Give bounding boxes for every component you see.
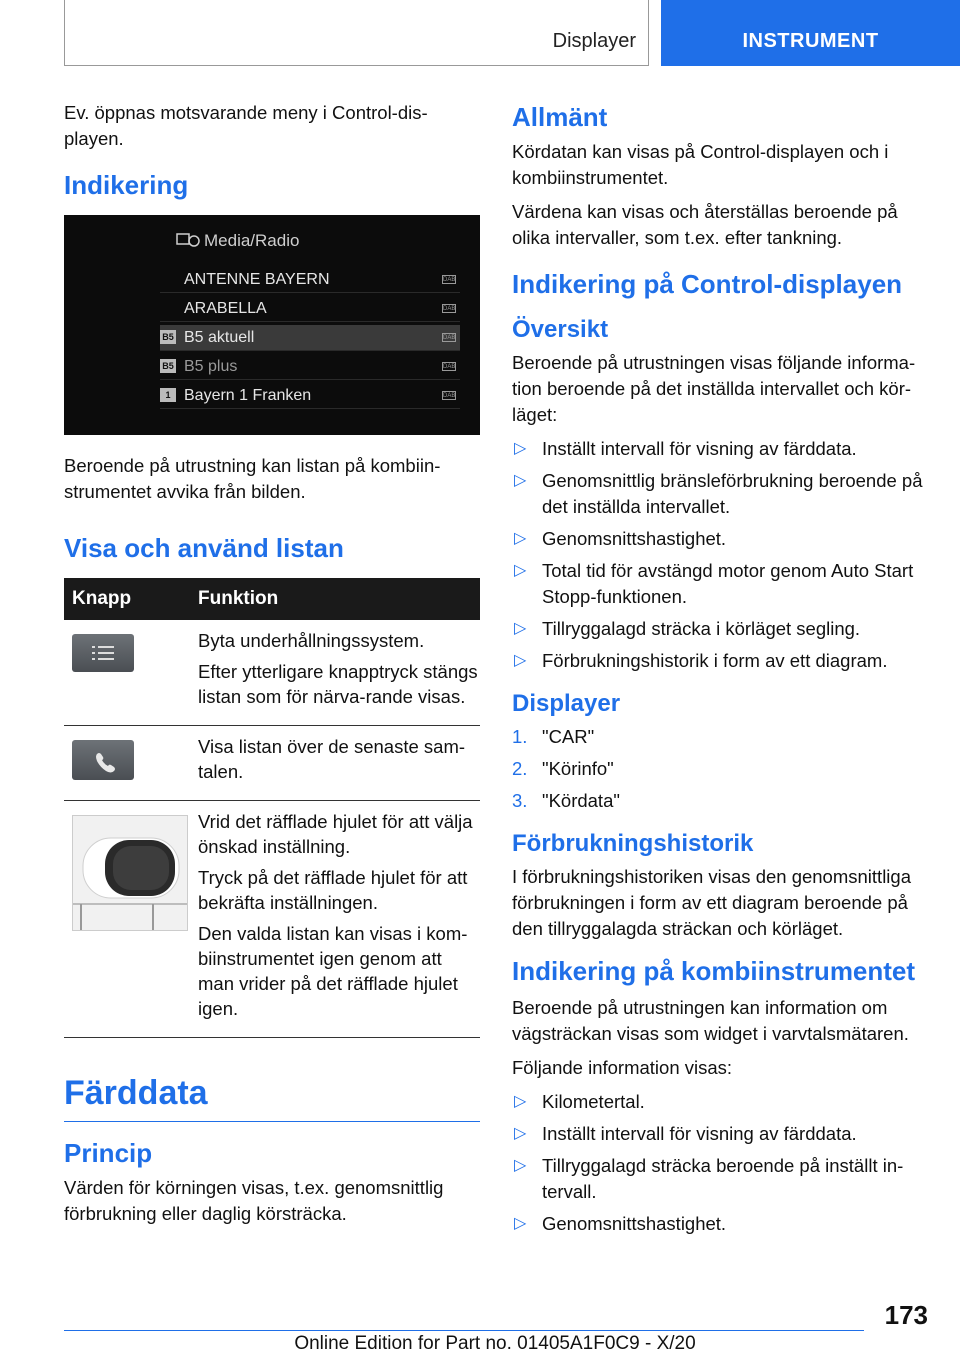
- list-item: [512, 1089, 928, 1115]
- princip-text: Värden för körningen visas, t.ex. genomsnittlig förbrukning eller daglig körsträcka.: [64, 1177, 444, 1224]
- list-item-text: Total tid för avstängd motor genom Auto Start Stopp-funktionen.: [542, 560, 914, 607]
- list-item: [512, 648, 928, 674]
- heading-visa-och-anvand: Visa och använd listan: [64, 533, 344, 563]
- item-text: "CAR": [542, 726, 595, 747]
- list-item-text: Inställt intervall för visning av färddata.: [542, 1123, 857, 1144]
- allmant-text-1: Kördatan kan visas på Control-displayen och i kombiinstrumentet.: [512, 141, 889, 188]
- list-item-text: Kilometertal.: [542, 1091, 645, 1112]
- list-item-text: Tillryggalagd sträcka i körläget segling.: [542, 618, 861, 639]
- item-number: 1.: [512, 726, 528, 747]
- displayer-list: [512, 724, 928, 814]
- heading-princip: Princip: [64, 1138, 153, 1168]
- screen-list-item-label: B5 aktuell: [184, 329, 255, 346]
- triangle-bullet-icon: ▷: [514, 472, 527, 489]
- dab-icon: DAB: [443, 393, 456, 399]
- screen-list-item-label: ANTENNE BAYERN: [184, 271, 330, 288]
- list-item-text: Förbrukningshistorik i form av ett diagram.: [542, 650, 888, 671]
- list-icon: [72, 634, 134, 672]
- row1-text-1: Byta underhållningssystem.: [198, 630, 425, 651]
- intro-text: Ev. öppnas motsvarande meny i Control-dis-playen.: [64, 102, 428, 149]
- table-row: [64, 726, 480, 801]
- footer-edition: Online Edition for Part no. 01405A1F0C9 - X/20: [294, 1333, 696, 1354]
- list-item-text: Genomsnittshastighet.: [542, 528, 727, 549]
- screen-list-item-label: Bayern 1 Franken: [184, 387, 312, 404]
- controller-knob-icon: [73, 816, 188, 931]
- numbered-item: [512, 756, 928, 782]
- right-column: [512, 100, 928, 1243]
- page-header: [64, 0, 960, 66]
- screen-list-item[interactable]: [160, 354, 460, 380]
- triangle-bullet-icon: ▷: [514, 652, 527, 669]
- controller-knob-image: [72, 815, 188, 931]
- list-item: [512, 1153, 928, 1205]
- heading-indikering: Indikering: [64, 170, 189, 200]
- screen-list-item[interactable]: [160, 325, 460, 351]
- kombi-text-1: Beroende på utrustningen kan information om vägsträckan visas som widget i varvtalsmätaren.: [512, 997, 909, 1044]
- button-function-table: [64, 578, 480, 1038]
- screen-list-item[interactable]: [160, 267, 460, 293]
- screen-list-item[interactable]: [160, 383, 460, 409]
- menu-list-button[interactable]: [72, 634, 134, 672]
- station-logo-icon: B5: [160, 330, 176, 344]
- numbered-item: [512, 788, 928, 814]
- footer-rule: [64, 1330, 864, 1331]
- list-item-text: Genomsnittlig bränsleförbrukning beroende på det inställda intervallet.: [542, 470, 923, 517]
- list-item: [512, 526, 928, 552]
- screen-list-item[interactable]: [160, 296, 460, 322]
- heading-indikering-kombiinstrument: Indikering på kombiinstrumentet: [512, 956, 916, 986]
- screen-list-item-label: B5 plus: [184, 358, 238, 375]
- screen-title: Media/Radio: [204, 231, 300, 250]
- oversikt-text: Beroende på utrustningen visas följande informa-tion beroende på det inställda intervallet och kör-läget:: [512, 352, 916, 425]
- item-text: "Körinfo": [542, 758, 614, 779]
- station-logo-icon: 1: [160, 388, 176, 402]
- row1-text-2: Efter ytterligare knapptryck stängs listan som för närva-rande visas.: [198, 661, 478, 707]
- media-radio-screenshot: [64, 215, 480, 435]
- numbered-item: [512, 724, 928, 750]
- heading-forbrukningshistorik: Förbrukningshistorik: [512, 830, 754, 857]
- heading-allmant: Allmänt: [512, 102, 608, 132]
- screen-list-item-label: ARABELLA: [184, 300, 267, 317]
- triangle-bullet-icon: ▷: [514, 1125, 527, 1142]
- table-row: [64, 620, 480, 726]
- list-item: [512, 436, 928, 462]
- heading-displayer: Displayer: [512, 690, 621, 717]
- dab-icon: DAB: [443, 277, 456, 283]
- col-header-funktion: Funktion: [190, 578, 480, 620]
- row2-text-1: Visa listan över de senaste sam-talen.: [198, 736, 466, 782]
- heading-oversikt: Översikt: [512, 316, 609, 343]
- phone-button[interactable]: [72, 740, 134, 780]
- triangle-bullet-icon: ▷: [514, 1215, 527, 1232]
- triangle-bullet-icon: ▷: [514, 562, 527, 579]
- triangle-bullet-icon: ▷: [514, 1157, 527, 1174]
- row3-text-2: Tryck på det räfflade hjulet för att bekräfta inställningen.: [198, 867, 468, 913]
- phone-icon: [72, 740, 134, 780]
- dab-icon: DAB: [443, 306, 456, 312]
- list-item: [512, 558, 928, 610]
- triangle-bullet-icon: ▷: [514, 620, 527, 637]
- item-text: "Kördata": [542, 790, 620, 811]
- item-number: 2.: [512, 758, 528, 779]
- station-logo-icon: B5: [160, 359, 176, 373]
- oversikt-list: [512, 436, 928, 674]
- triangle-bullet-icon: ▷: [514, 1093, 527, 1110]
- list-item: [512, 468, 928, 520]
- list-item-text: Genomsnittshastighet.: [542, 1213, 727, 1234]
- list-item-text: Inställt intervall för visning av färddata.: [542, 438, 857, 459]
- page-number: 173: [884, 1300, 928, 1330]
- media-icon: [176, 231, 200, 249]
- header-chapter-tab[interactable]: INSTRUMENT: [661, 0, 960, 66]
- allmant-text-2: Värdena kan visas och återställas beroende på olika intervaller, som t.ex. efter tankning.: [512, 201, 898, 248]
- header-section-title: Displayer: [552, 30, 636, 52]
- heading-indikering-control-display: Indikering på Control-displayen: [512, 269, 903, 299]
- kombi-list: [512, 1089, 928, 1237]
- triangle-bullet-icon: ▷: [514, 530, 527, 547]
- list-item: [512, 1211, 928, 1237]
- forbrukningshistorik-text: I förbrukningshistoriken visas den genomsnittliga förbrukningen i form av ett diagram beroende på den tillryggalagda sträckan och körläget.: [512, 866, 911, 939]
- row3-text-3: Den valda listan kan visas i kom-biinstrumentet igen genom att man vrider på det räfflade hjulet igen.: [198, 923, 468, 1019]
- row3-text-1: Vrid det räfflade hjulet för att välja önskad inställning.: [198, 811, 473, 857]
- list-item: [512, 616, 928, 642]
- header-section-box: [64, 0, 649, 66]
- list-item-text: Tillryggalagd sträcka beroende på inställt in-tervall.: [542, 1155, 904, 1202]
- list-item: [512, 1121, 928, 1147]
- triangle-bullet-icon: ▷: [514, 440, 527, 457]
- table-row: [64, 801, 480, 1038]
- dab-icon: DAB: [443, 335, 456, 341]
- item-number: 3.: [512, 790, 528, 811]
- dab-icon: DAB: [443, 364, 456, 370]
- heading-farddata: Färddata: [64, 1074, 480, 1122]
- left-column: [64, 100, 480, 1235]
- kombi-text-2: Följande information visas:: [512, 1057, 733, 1078]
- col-header-knapp: Knapp: [64, 578, 190, 620]
- image-caption: Beroende på utrustning kan listan på kombiin-strumentet avvika från bilden.: [64, 455, 441, 502]
